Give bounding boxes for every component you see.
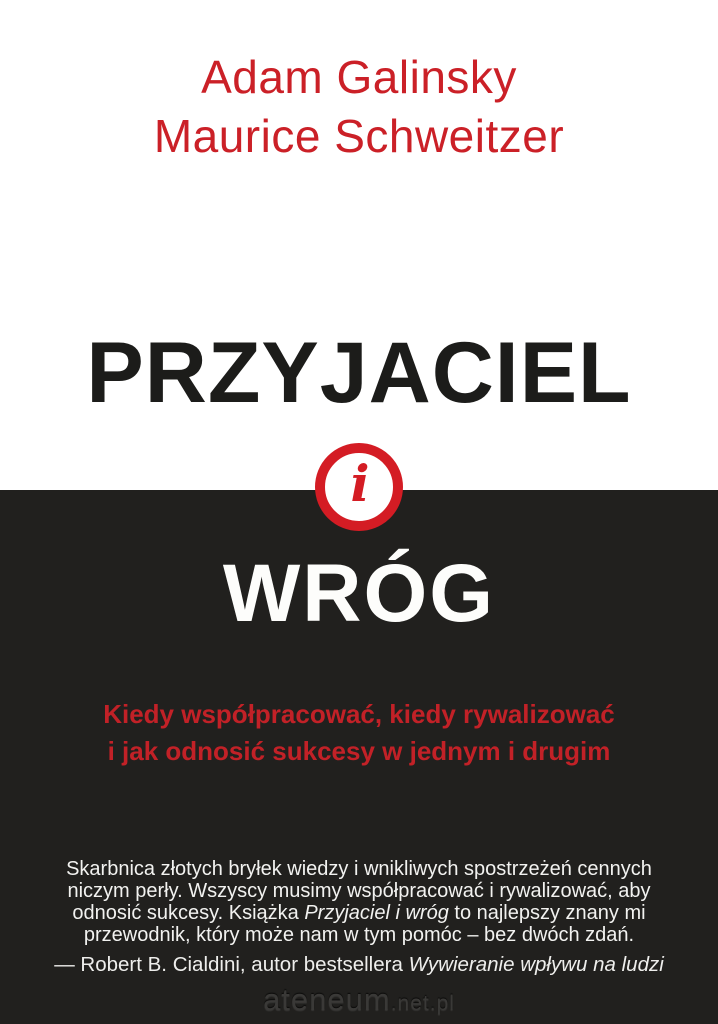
quote-book-title: Przyjaciel i wróg xyxy=(304,902,449,924)
watermark-suffix-text: .net.pl xyxy=(390,992,455,1015)
quote-text: odnosić sukcesy. Książka xyxy=(72,902,305,924)
author-names xyxy=(0,48,718,166)
italic-i-glyph: i xyxy=(350,454,370,513)
info-i-badge-icon xyxy=(315,443,403,531)
author-line-2: Maurice Schweitzer xyxy=(153,110,565,162)
subtitle-line-1: Kiedy współpracować, kiedy rywalizować xyxy=(103,699,615,729)
subtitle-line-2: i jak odnosić sukcesy w jednym i drugim xyxy=(107,736,611,766)
attribution-book-title: Wywieranie wpływu na ludzi xyxy=(408,953,664,976)
subtitle xyxy=(0,696,718,770)
ateneum-watermark xyxy=(0,982,718,1018)
quote-attribution xyxy=(0,953,718,977)
author-line-1: Adam Galinsky xyxy=(201,51,517,103)
title-word-przyjaciel: PRZYJACIEL xyxy=(86,325,632,421)
attribution-text: — Robert B. Cialdini, autor bestsellera xyxy=(54,953,409,976)
quote-line xyxy=(0,880,718,902)
review-quote xyxy=(0,858,718,946)
quote-text: przewodnik, który może nam w tym pomóc – bez dwóch zdań. xyxy=(83,924,635,946)
watermark-main-text: ateneum xyxy=(263,982,391,1017)
quote-line xyxy=(0,858,718,880)
quote-text: to najlepszy znany mi xyxy=(448,902,646,924)
quote-line xyxy=(0,902,718,924)
quote-line xyxy=(0,924,718,946)
quote-text: Skarbnica złotych bryłek wiedzy i wnikliwych spostrzeżeń cennych xyxy=(66,858,652,880)
quote-text: niczym perły. Wszyscy musimy współpracować i rywalizować, aby xyxy=(67,880,651,902)
title-word-wrog: WRÓG xyxy=(222,548,496,639)
